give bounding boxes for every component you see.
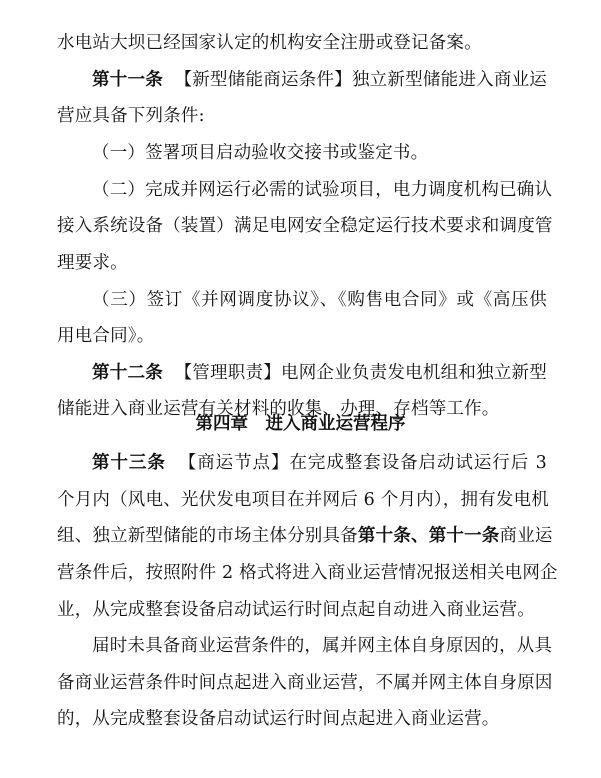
article-13-line [92,451,547,475]
text-line: （一）签署项目启动验收交接书或鉴定书。 [92,143,429,163]
article-tag: 【商运节点】 [178,453,290,473]
text-line: 届时未具备商业运营条件的，属并网主体自身原因的，从具 [92,636,553,656]
text-line: 用电合同》。 [57,326,155,346]
text-line: 营应具备下列条件: [57,106,205,126]
text-line: 储能进入商业运营有关材料的收集、办理、存档等工作。 [57,399,500,419]
article-number: 第十二条 [92,363,163,383]
text-line: 业，从完成整套设备启动试运行时间点起自动进入商业运营。 [57,600,535,620]
article-text: 独立新型储能进入商业运 [351,70,548,90]
text-line: （二）完成并网运行必需的试验项目，电力调度机构已确认 [92,180,553,200]
text-line: （三）签订《并网调度协议》、《购售电合同》或《高压供 [92,290,547,310]
text-line: 个月内（风电、光伏发电项目在并网后 6 个月内），拥有发电机 [57,490,550,510]
text-line [57,524,553,548]
text-line: 的，从完成整套设备启动试运行时间点起进入商业运营。 [57,709,500,729]
text-line: 营条件后，按照附件 2 格式将进入商业运营情况报送相关电网企 [57,563,558,583]
article-tag: 【管理职责】 [174,363,281,383]
article-12-line [92,361,547,385]
text-line: 接入系统设备（装置）满足电网安全稳定运行技术要求和调度管 [57,216,553,236]
text-line: 理要求。 [57,253,128,273]
chapter-heading: 第四章 进入商业运营程序 [195,414,406,434]
text-line: 水电站大坝已经国家认定的机构安全注册或登记备案。 [57,33,482,53]
text-line: 备商业运营条件时间点起进入商业运营，不属并网主体自身原因 [57,673,553,693]
article-text: 在完成整套设备启动试运行后 3 [289,453,547,473]
article-number: 第十三条 [92,453,166,473]
text-segment: 商业运 [499,526,553,546]
text-segment: 组、独立新型储能的市场主体分别具备 [57,526,358,546]
article-tag: 【新型储能商运条件】 [174,70,352,90]
article-11-line [92,68,547,92]
article-reference: 第十条、第十一条 [357,526,500,546]
article-number: 第十一条 [92,70,163,90]
article-text: 电网企业负责发电机组和独立新型 [280,363,547,383]
